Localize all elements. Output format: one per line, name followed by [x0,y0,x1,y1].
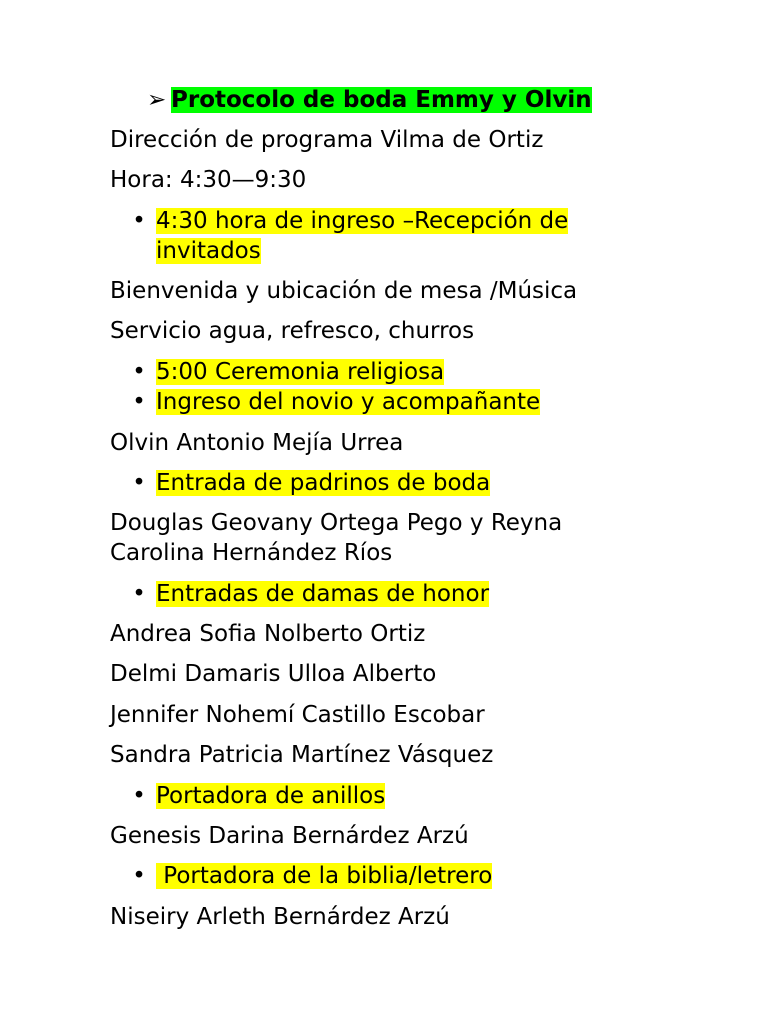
bridesmaid-name: Sandra Patricia Martínez Vásquez [110,742,494,768]
bullet-text: 5:00 Ceremonia religiosa [156,359,445,385]
bullet-text: Entrada de padrinos de boda [156,470,491,496]
program-director: Dirección de programa Vilma de Ortiz [110,127,544,153]
bullet-icon: • [132,208,146,234]
bullet-text: Portadora de anillos [156,783,386,809]
bullet-icon: • [132,783,146,809]
bridesmaid-name: Jennifer Nohemí Castillo Escobar [110,702,485,728]
bullet-text: invitados [156,238,261,264]
bullet-icon: • [132,863,146,889]
bible-bearer-name: Niseiry Arleth Bernárdez Arzú [110,904,450,930]
bridesmaid-name: Delmi Damaris Ulloa Alberto [110,661,437,687]
bullet-icon: • [132,470,146,496]
title-text: Protocolo de boda Emmy y Olvin [171,87,592,113]
bullet-icon: • [132,359,146,385]
document-title [147,85,592,115]
arrow-bullet-icon: ➢ [147,87,167,113]
bullet-text: Ingreso del novio y acompañante [156,389,541,415]
bullet-icon: • [132,389,146,415]
bullet-text: Portadora de la biblia/letrero [156,863,493,889]
bullet-text: Entradas de damas de honor [156,581,490,607]
bridesmaid-name: Andrea Sofia Nolberto Ortiz [110,621,426,647]
groom-name: Olvin Antonio Mejía Urrea [110,430,404,456]
godparents-names-line-1: Douglas Geovany Ortega Pego y Reyna [110,510,563,536]
welcome-line: Bienvenida y ubicación de mesa /Música [110,278,578,304]
bullet-text: 4:30 hora de ingreso –Recepción de [156,208,569,234]
service-line: Servicio agua, refresco, churros [110,318,475,344]
event-hours: Hora: 4:30—9:30 [110,167,307,193]
godparents-names-line-2: Carolina Hernández Ríos [110,540,393,566]
ring-bearer-name: Genesis Darina Bernárdez Arzú [110,823,469,849]
bullet-icon: • [132,581,146,607]
